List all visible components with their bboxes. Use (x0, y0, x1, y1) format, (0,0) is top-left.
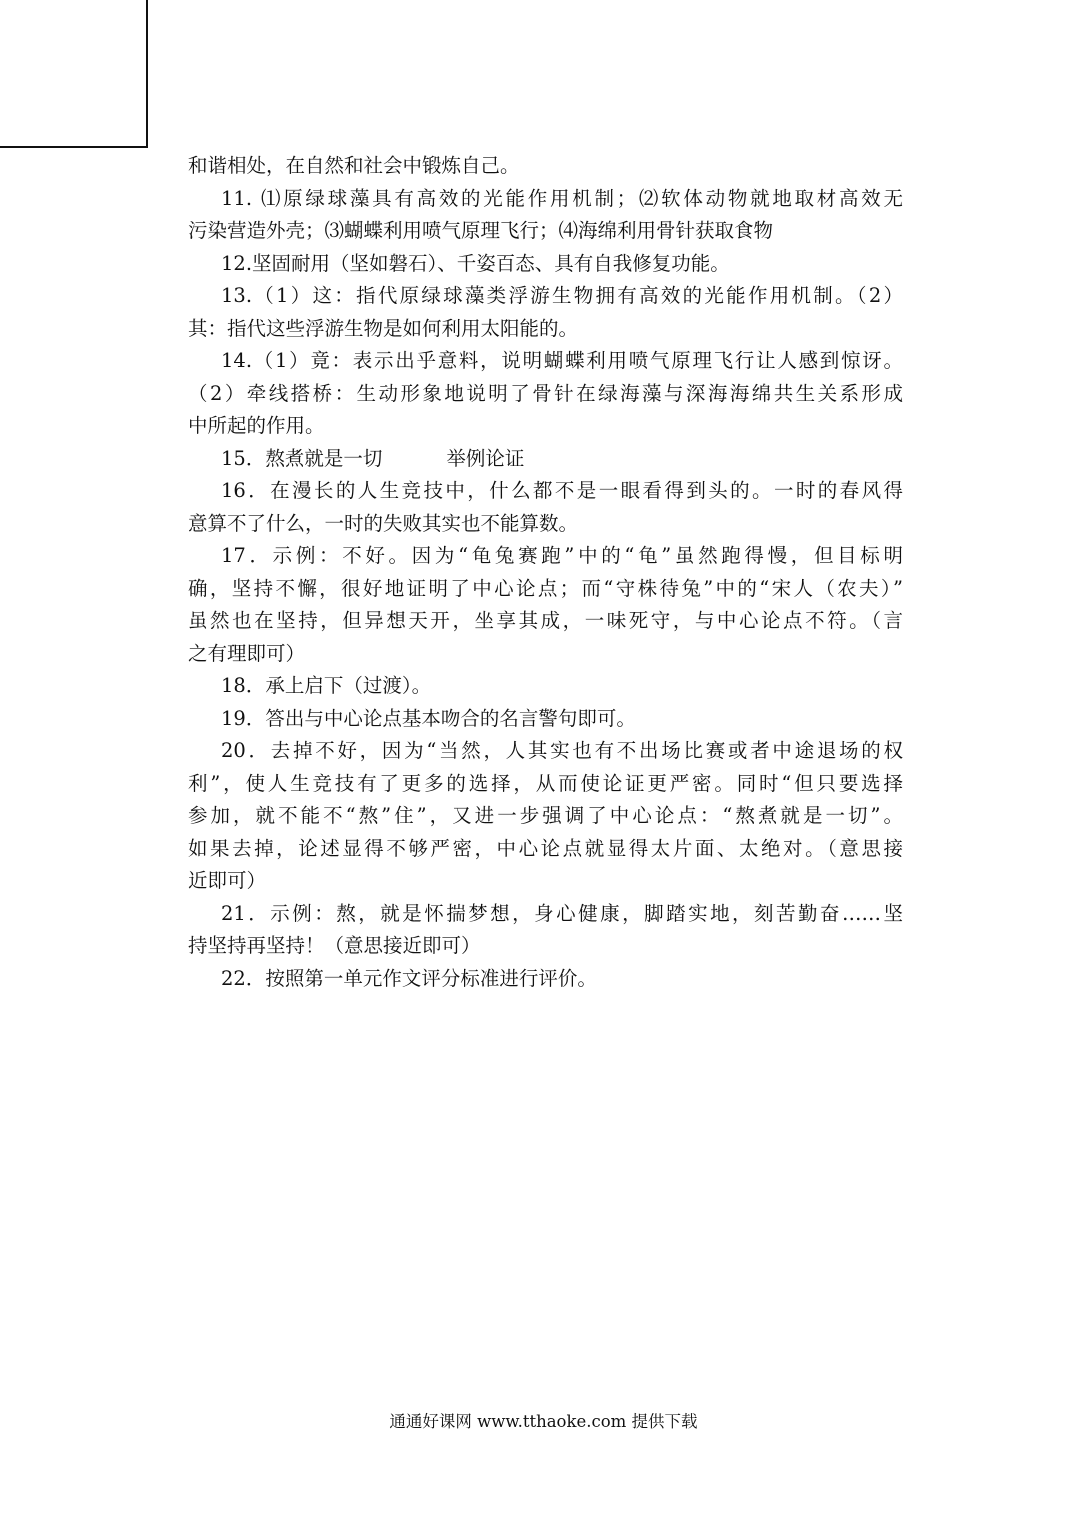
line-text: 意算不了什么，一时的失败其实也不能算数。 (188, 511, 579, 535)
text-line (188, 313, 903, 346)
line-text: （2）牵线搭桥：生动形象地说明了骨针在绿海藻与深海海绵共生关系形成 (188, 381, 903, 405)
answer-text-body (188, 150, 903, 995)
text-line (188, 605, 903, 638)
text-line (188, 670, 903, 703)
text-line (188, 248, 903, 281)
line-text: 20．去掉不好，因为“当然，人其实也有不出场比赛或者中途退场的权 (221, 739, 903, 762)
text-line (188, 833, 903, 866)
line-text: 确，坚持不懈，很好地证明了中心论点；而“守株待兔”中的“宋人（农夫）” (188, 576, 903, 600)
line-text: 近即可） (188, 869, 267, 892)
line-text: 参加，就不能不“熬”住”，又进一步强调了中心论点：“熬煮就是一切”。 (188, 804, 903, 827)
line-text: 如果去掉，论述显得不够严密，中心论点就显得太片面、太绝对。（意思接 (188, 836, 903, 860)
text-line (188, 865, 903, 898)
line-text: 21．示例：熬，就是怀揣梦想，身心健康，脚踏实地，刻苦勤奋……坚 (221, 901, 903, 925)
line-text: 中所起的作用。 (188, 414, 325, 437)
line-text: 13.（1）这：指代原绿球藻类浮游生物拥有高效的光能作用机制。（2） (221, 284, 903, 307)
text-line (188, 768, 903, 801)
text-line (188, 378, 903, 411)
text-line (188, 345, 903, 378)
line-text: 19．答出与中心论点基本吻合的名言警句即可。 (221, 706, 636, 730)
text-line (188, 963, 903, 996)
text-line (188, 280, 903, 313)
line-text: 和谐相处，在自然和社会中锻炼自己。 (188, 154, 520, 177)
text-line (188, 183, 903, 216)
text-line (188, 150, 903, 183)
line-text: 22．按照第一单元作文评分标准进行评价。 (221, 966, 597, 990)
line-text-secondary: 举例论证 (446, 446, 525, 470)
text-line (188, 540, 903, 573)
line-text: 17．示例：不好。因为“龟兔赛跑”中的“龟”虽然跑得慢，但目标明 (221, 544, 903, 567)
text-line (188, 930, 903, 963)
line-text: 15．熬煮就是一切 (221, 446, 383, 470)
text-line (188, 215, 903, 248)
page-footer: 通通好课网 www.tthaoke.com 提供下载 (389, 1412, 698, 1431)
text-line (188, 703, 903, 736)
text-line (188, 475, 903, 508)
text-line (188, 443, 903, 476)
line-text: 利”，使人生竞技有了更多的选择，从而使论证更严密。同时“但只要选择 (188, 771, 903, 795)
line-text: 虽然也在坚持，但异想天开，坐享其成，一味死守，与中心论点不符。（言 (188, 609, 903, 632)
line-text: 污染营造外壳；⑶蝴蝶利用喷气原理飞行；⑷海绵利用骨针获取食物 (188, 219, 774, 242)
line-text: 其：指代这些浮游生物是如何利用太阳能的。 (188, 316, 579, 340)
text-line (188, 638, 903, 671)
line-text: 12.坚固耐用（坚如磐石）、千姿百态、具有自我修复功能。 (221, 251, 730, 275)
line-text: 16．在漫长的人生竞技中，什么都不是一眼看得到头的。一时的春风得 (221, 479, 903, 502)
text-line (188, 735, 903, 768)
text-line (188, 508, 903, 541)
corner-frame (0, 0, 148, 148)
line-text: 之有理即可） (188, 641, 306, 665)
line-text: 18．承上启下（过渡）。 (221, 674, 432, 697)
line-text: 14.（1）竟：表示出乎意料，说明蝴蝶利用喷气原理飞行让人感到惊讶。 (221, 349, 903, 372)
text-line (188, 410, 903, 443)
line-text: 持坚持再坚持！（意思接近即可） (188, 934, 481, 957)
line-text: 11. ⑴原绿球藻具有高效的光能作用机制；⑵软体动物就地取材高效无 (221, 186, 903, 210)
text-line (188, 800, 903, 833)
text-line (188, 573, 903, 606)
text-line (188, 898, 903, 931)
